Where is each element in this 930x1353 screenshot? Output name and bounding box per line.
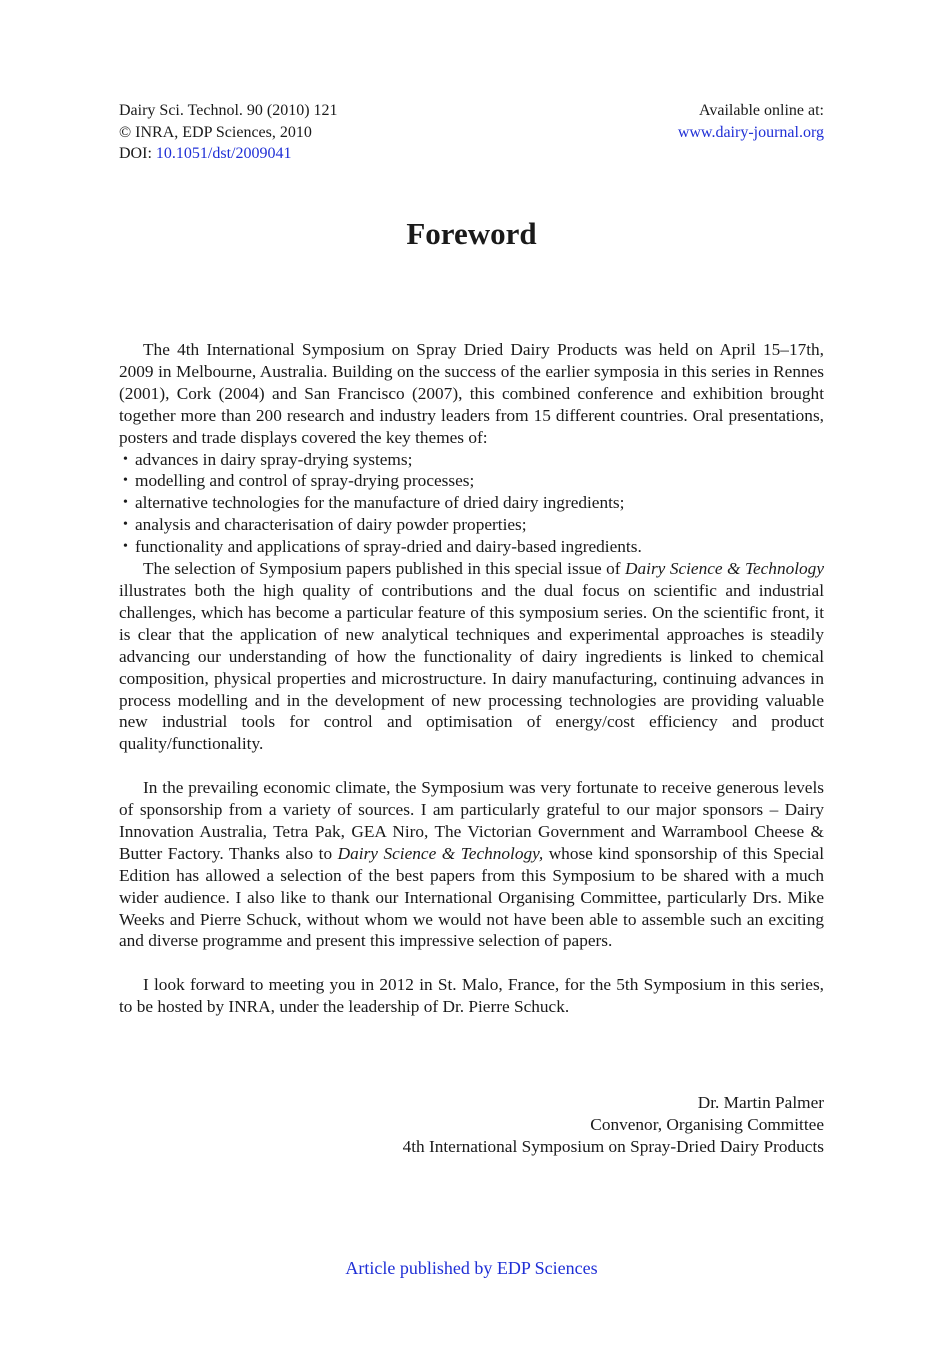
signature-role: Convenor, Organising Committee — [590, 1114, 824, 1134]
sponsorship-paragraph: In the prevailing economic climate, the Symposium was very fortunate to receive generous levels of sponsorship from a variety of sources. I am particularly grateful to our major sponsors – Dairy Innovation Australia, Tetra Pak, GEA Niro, The Victorian Government and Warrambool Cheese & Butter Factory. Thanks also to Dairy Science & Technology, whose kind sponsorship of this Special Edition has allowed a selection of the best papers from this Symposium to be shared with a much wider audience. I also like to thank our International Organising Committee, particularly Drs. Mike Weeks and Pierre Schuck, without whom we would not have been able to assemble such an exciting and diverse programme and present this impressive selection of papers. — [119, 778, 825, 951]
theme-item: • alternative technologies for the manufacture of dried dairy ingredients; — [119, 492, 824, 514]
doi-label: DOI: — [119, 145, 152, 162]
journal-name: Dairy Science & Technology — [625, 559, 824, 579]
journal-name: Dairy Science & Technology, — [337, 843, 544, 863]
signature-block — [403, 1092, 824, 1158]
availability-header — [678, 100, 824, 143]
signature-name: Dr. Martin Palmer — [697, 1093, 824, 1112]
article-body — [119, 339, 824, 1018]
publisher-link[interactable]: Article published by EDP Sciences — [345, 1258, 598, 1278]
available-online-label: Available online at: — [699, 102, 824, 119]
article-title: Foreword — [406, 216, 537, 251]
copyright-line: © INRA, EDP Sciences, 2010 — [119, 123, 312, 141]
theme-item: • modelling and control of spray-drying processes; — [119, 470, 824, 492]
selection-paragraph: The selection of Symposium papers published in this special issue of Dairy Science & Technology illustrates both the high quality of contributions and the dual focus on scientific and industrial challenges, which has become a particular feature of this symposium series. On the scientific front, it is clear that the application of new analytical techniques and experimental approaches is steadily advancing our understanding of how the functionality of dairy ingredients is linked to chemical composition, physical properties and microstructure. In dairy manufacturing, continuing advances in process modelling and in the development of new processing technologies are providing valuable new industrial tools for control and optimisation of energy/cost efficiency and product quality/functionality. — [119, 559, 824, 754]
signature-event: 4th International Symposium on Spray-Dried Dairy Products — [402, 1136, 824, 1156]
closing-paragraph: I look forward to meeting you in 2012 in St. Malo, France, for the 5th Symposium in this series, to be hosted by INRA, under the leadership of Dr. Pierre Schuck. — [119, 975, 824, 1017]
doi-line — [119, 143, 338, 165]
journal-header — [119, 100, 338, 165]
theme-item: • analysis and characterisation of dairy powder properties; — [119, 514, 824, 536]
theme-item: • advances in dairy spray-drying systems; — [119, 449, 824, 471]
journal-reference: Dairy Sci. Technol. 90 (2010) 121 — [119, 102, 338, 119]
doi-link[interactable]: 10.1051/dst/2009041 — [155, 145, 292, 162]
journal-website-link[interactable]: www.dairy-journal.org — [677, 123, 824, 141]
theme-item: • functionality and applications of spray-dried and dairy-based ingredients. — [119, 536, 824, 558]
intro-paragraph: The 4th International Symposium on Spray Dried Dairy Products was held on April 15–17th, 2009 in Melbourne, Australia. Building on the success of the earlier symposia in this series in Rennes (2001), Cork (2004) and San Francisco (2007), this combined conference and exhibition brought together more than 200 research and industry leaders from 15 different countries. Oral presentations, posters and trade displays covered the key themes of: — [119, 340, 824, 447]
article-page — [119, 0, 824, 1353]
key-themes-list — [119, 449, 824, 559]
